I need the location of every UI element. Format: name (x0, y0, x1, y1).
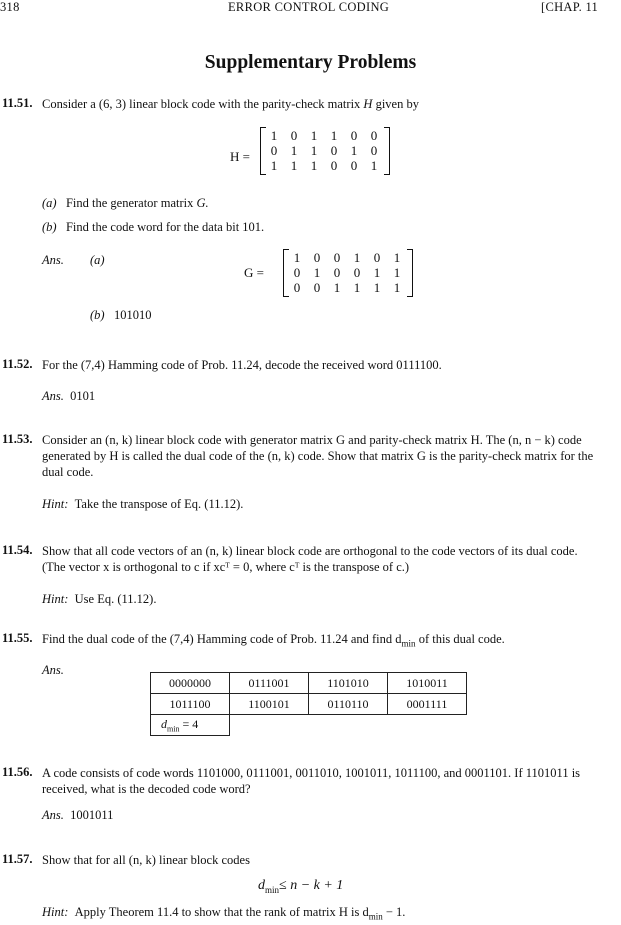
problem-number: 11.57. (2, 852, 33, 866)
matrix-row: 1 1 1 0 0 1 (270, 158, 378, 173)
answer: Ans. 1001011 (42, 808, 114, 822)
table-cell: 0111001 (230, 673, 309, 694)
table-cell: 0110110 (309, 694, 388, 715)
matrix-g (287, 250, 407, 295)
matrix-h-label: H = (230, 149, 250, 164)
problem-text: Consider an (n, k) linear block code with generator matrix G and parity-check matrix H. The (n, n − k) code generated by H is called the dual code of the (n, k) code. Show that matrix G is the parity-check matrix for the dual code. (42, 433, 594, 479)
dual-code-table (150, 672, 467, 736)
problem-number: 11.52. (2, 357, 33, 371)
matrix-h (264, 128, 384, 173)
matrix-row: 0 0 1 1 1 1 (293, 280, 401, 295)
subproblem-b: (b) Find the code word for the data bit 101. (42, 220, 265, 234)
answer-label: Ans. (42, 663, 64, 677)
matrix-bracket-right (384, 127, 390, 175)
problem-number: 11.56. (2, 765, 33, 779)
table-cell: 1101010 (309, 673, 388, 694)
matrix-row: 0 1 0 0 1 1 (293, 265, 401, 280)
problem-text: Show that for all (n, k) linear block codes (42, 853, 250, 867)
table-row (151, 694, 467, 715)
table-cell: 1011100 (151, 694, 230, 715)
table-cell: 0001111 (388, 694, 467, 715)
hint: Hint: Apply Theorem 11.4 to show that the rank of matrix H is $d_{min} - 1$. (42, 905, 406, 922)
matrix-bracket-right (407, 249, 413, 297)
hint: Hint: Take the transpose of Eq. (11.12). (42, 497, 244, 511)
subproblem-a: (a) Find the generator matrix G. (42, 196, 209, 210)
table-cell: 0000000 (151, 673, 230, 694)
problem-number: 11.51. (2, 96, 33, 110)
matrix-row: 1 0 1 1 0 0 (270, 128, 378, 143)
problem-text: Show that all code vectors of an (n, k) linear block code are orthogonal to the code vectors of its dual code. (The vector x is orthogonal to c if xcᵀ = 0, where cᵀ is the transpose of c.) (42, 544, 578, 574)
problem-number: 11.53. (2, 432, 33, 446)
problem-text: A code consists of code words 1101000, 0111001, 0011010, 1001011, 1011100, and 0001101. If 1101011 is received, what is the decoded code word? (42, 766, 581, 796)
answer-label: Ans. (42, 253, 64, 267)
running-title: ERROR CONTROL CODING (228, 0, 390, 14)
chapter-label: [CHAP. 11 (541, 0, 599, 14)
equation: $d_{min}\le n - k + 1$ (258, 878, 344, 895)
answer-part-a: (a) (90, 253, 105, 267)
problem-text: Find the dual code of the (7,4) Hamming code of Prob. 11.24 and find $d_{min}$ of this dual code. (42, 632, 505, 649)
problem-number: 11.54. (2, 543, 33, 557)
dmin-cell: $d_{min} = 4$ (151, 715, 230, 736)
table-cell: 1010011 (388, 673, 467, 694)
hint: Hint: Use Eq. (11.12). (42, 592, 157, 606)
table-cell: 1100101 (230, 694, 309, 715)
problem-number: 11.55. (2, 631, 33, 645)
matrix-row: 0 1 1 0 1 0 (270, 143, 378, 158)
table-row (151, 673, 467, 694)
answer: Ans. 0101 (42, 389, 96, 403)
problem-text: Consider a (6, 3) linear block code with the parity-check matrix H given by (42, 97, 419, 111)
section-title: Supplementary Problems (204, 52, 417, 73)
table-row (151, 715, 467, 736)
matrix-g-label: G = (244, 265, 264, 280)
problem-text: For the (7,4) Hamming code of Prob. 11.24, decode the received word 0111100. (42, 358, 442, 372)
matrix-row: 1 0 0 1 0 1 (293, 250, 401, 265)
page-number: 318 (0, 0, 20, 14)
answer-part-b: (b) 101010 (90, 308, 152, 322)
